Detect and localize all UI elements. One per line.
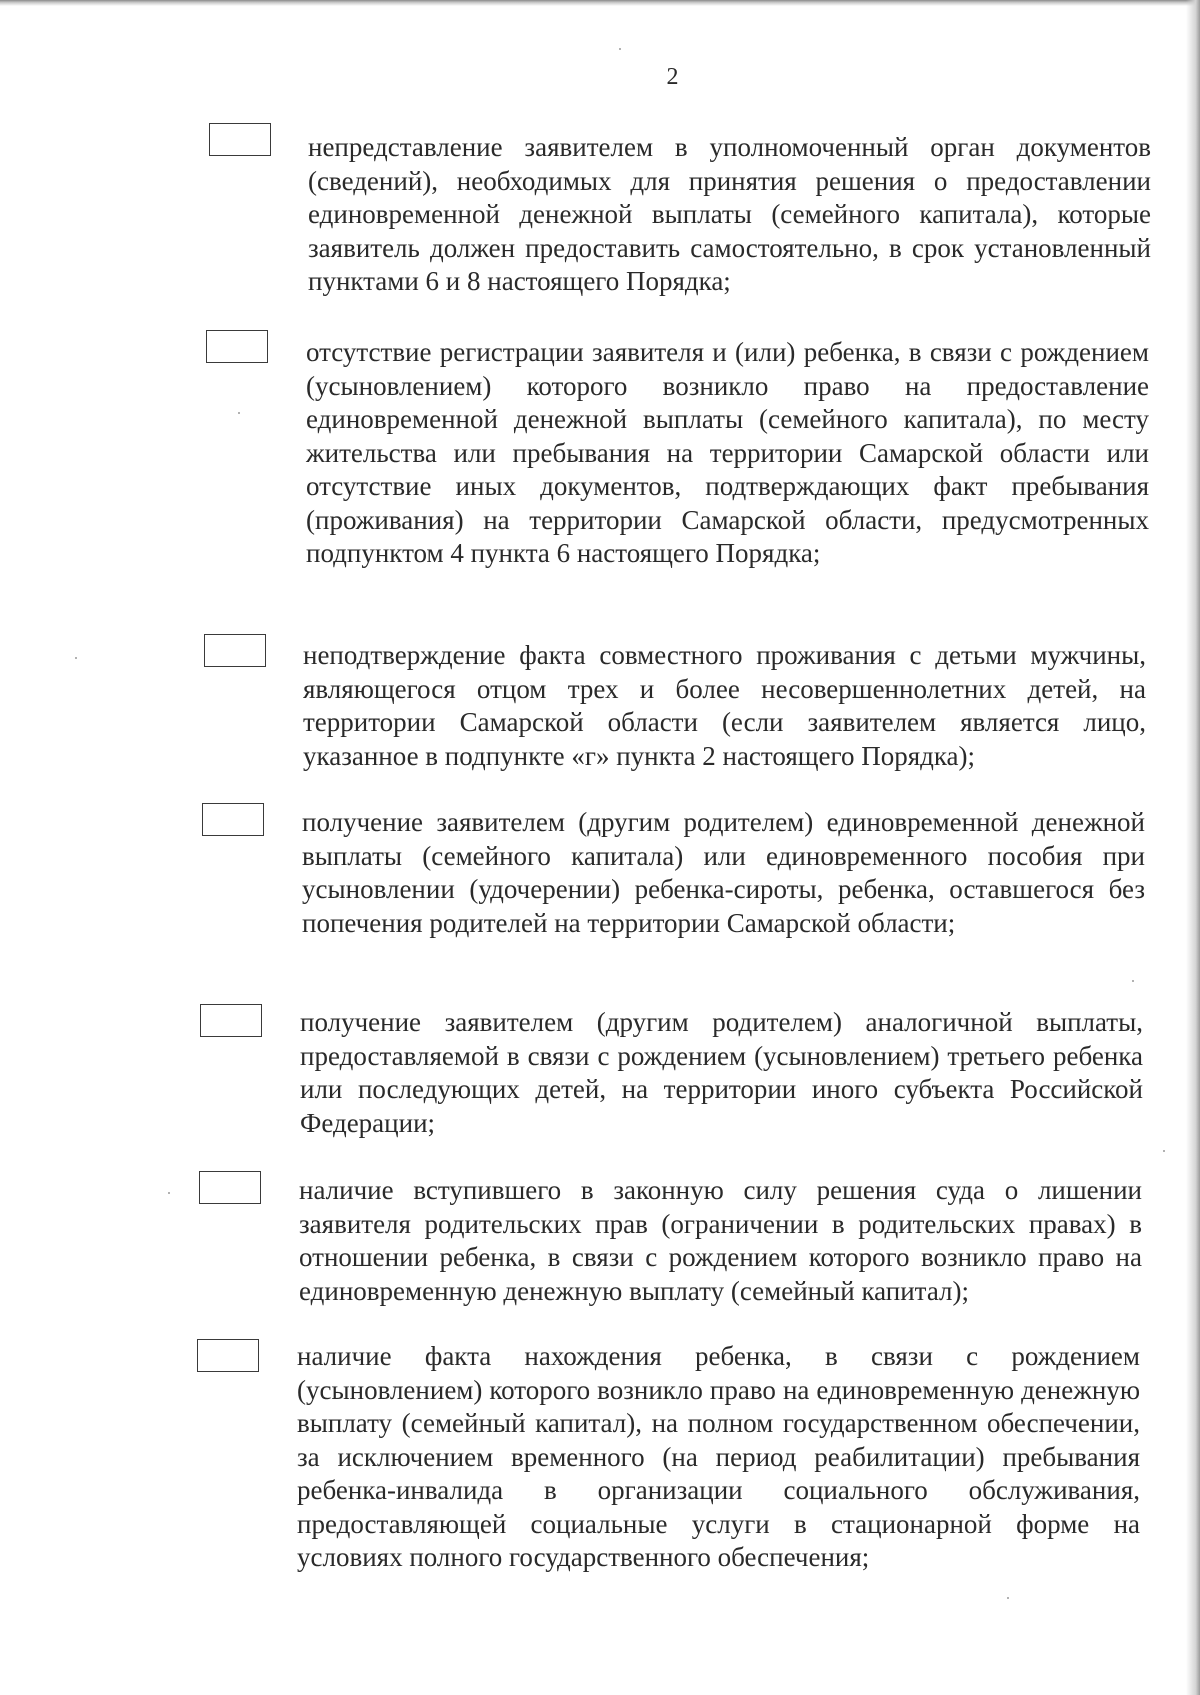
- checkbox[interactable]: [202, 803, 264, 836]
- checkbox[interactable]: [199, 1171, 261, 1204]
- item-text: неподтверждение факта совместного проживания с детьми мужчины, являющегося отцом трех и более несовершеннолетних детей, на территории Самарской области (если заявителем является лицо, указанное в подпункте «г» пункта 2 настоящего Порядка);: [303, 640, 1146, 771]
- scan-speck: [238, 412, 240, 414]
- checkbox[interactable]: [209, 123, 271, 156]
- scan-edge-right: [1186, 0, 1200, 1695]
- checkbox[interactable]: [204, 634, 266, 667]
- page-number: 2: [666, 64, 679, 90]
- scan-speck: [1163, 1150, 1165, 1152]
- scan-speck: [75, 657, 77, 659]
- scan-speck: [1007, 1597, 1009, 1599]
- item-text: отсутствие регистрации заявителя и (или) ребенка, в связи с рождением (усыновлением) которого возникло право на предоставление единовременной денежной выплаты (семейного капитала), по месту жительства или пребывания на территории Самарской области или отсутствие иных документов, подтверждающих факт пребывания (проживания) на территории Самарской области, предусмотренных подпунктом 4 пункта 6 настоящего Порядка;: [306, 337, 1149, 568]
- item-text: наличие факта нахождения ребенка, в связи с рождением (усыновлением) которого возникло право на единовременную денежную выплату (семейный капитал), на полном государственном обеспечении, за исключением временного (на период реабилитации) пребывания ребенка-инвалида в организации социального обслуживания, предоставляющей социальные услуги в стационарной форме на условиях полного государственного обеспечения;: [297, 1341, 1140, 1572]
- scan-speck: [619, 48, 621, 50]
- item-text: наличие вступившего в законную силу решения суда о лишении заявителя родительских прав (ограничении в родительских правах) в отношении ребенка, в связи с рождением которого возникло право на единовременную денежную выплату (семейный капитал);: [299, 1175, 1142, 1306]
- item-text: получение заявителем (другим родителем) аналогичной выплаты, предоставляемой в связи с рождением (усыновлением) третьего ребенка или последующих детей, на территории иного субъекта Российской Федерации;: [300, 1007, 1143, 1138]
- item-text: непредставление заявителем в уполномоченный орган документов (сведений), необходимых для принятия решения о предоставлении единовременной денежной выплаты (семейного капитала), которые заявитель должен предоставить самостоятельно, в срок установленный пунктами 6 и 8 настоящего Порядка;: [308, 132, 1151, 296]
- checkbox[interactable]: [206, 330, 268, 363]
- scan-speck: [168, 1192, 170, 1194]
- item-text: получение заявителем (другим родителем) единовременной денежной выплаты (семейного капитала) или единовременного пособия при усыновлении (удочерении) ребенка-сироты, ребенка, оставшегося без попечения родителей на территории Самарской области;: [302, 807, 1145, 938]
- checkbox[interactable]: [197, 1339, 259, 1372]
- checkbox[interactable]: [200, 1004, 262, 1037]
- scan-edge-top: [0, 0, 1200, 6]
- scan-speck: [1132, 980, 1134, 982]
